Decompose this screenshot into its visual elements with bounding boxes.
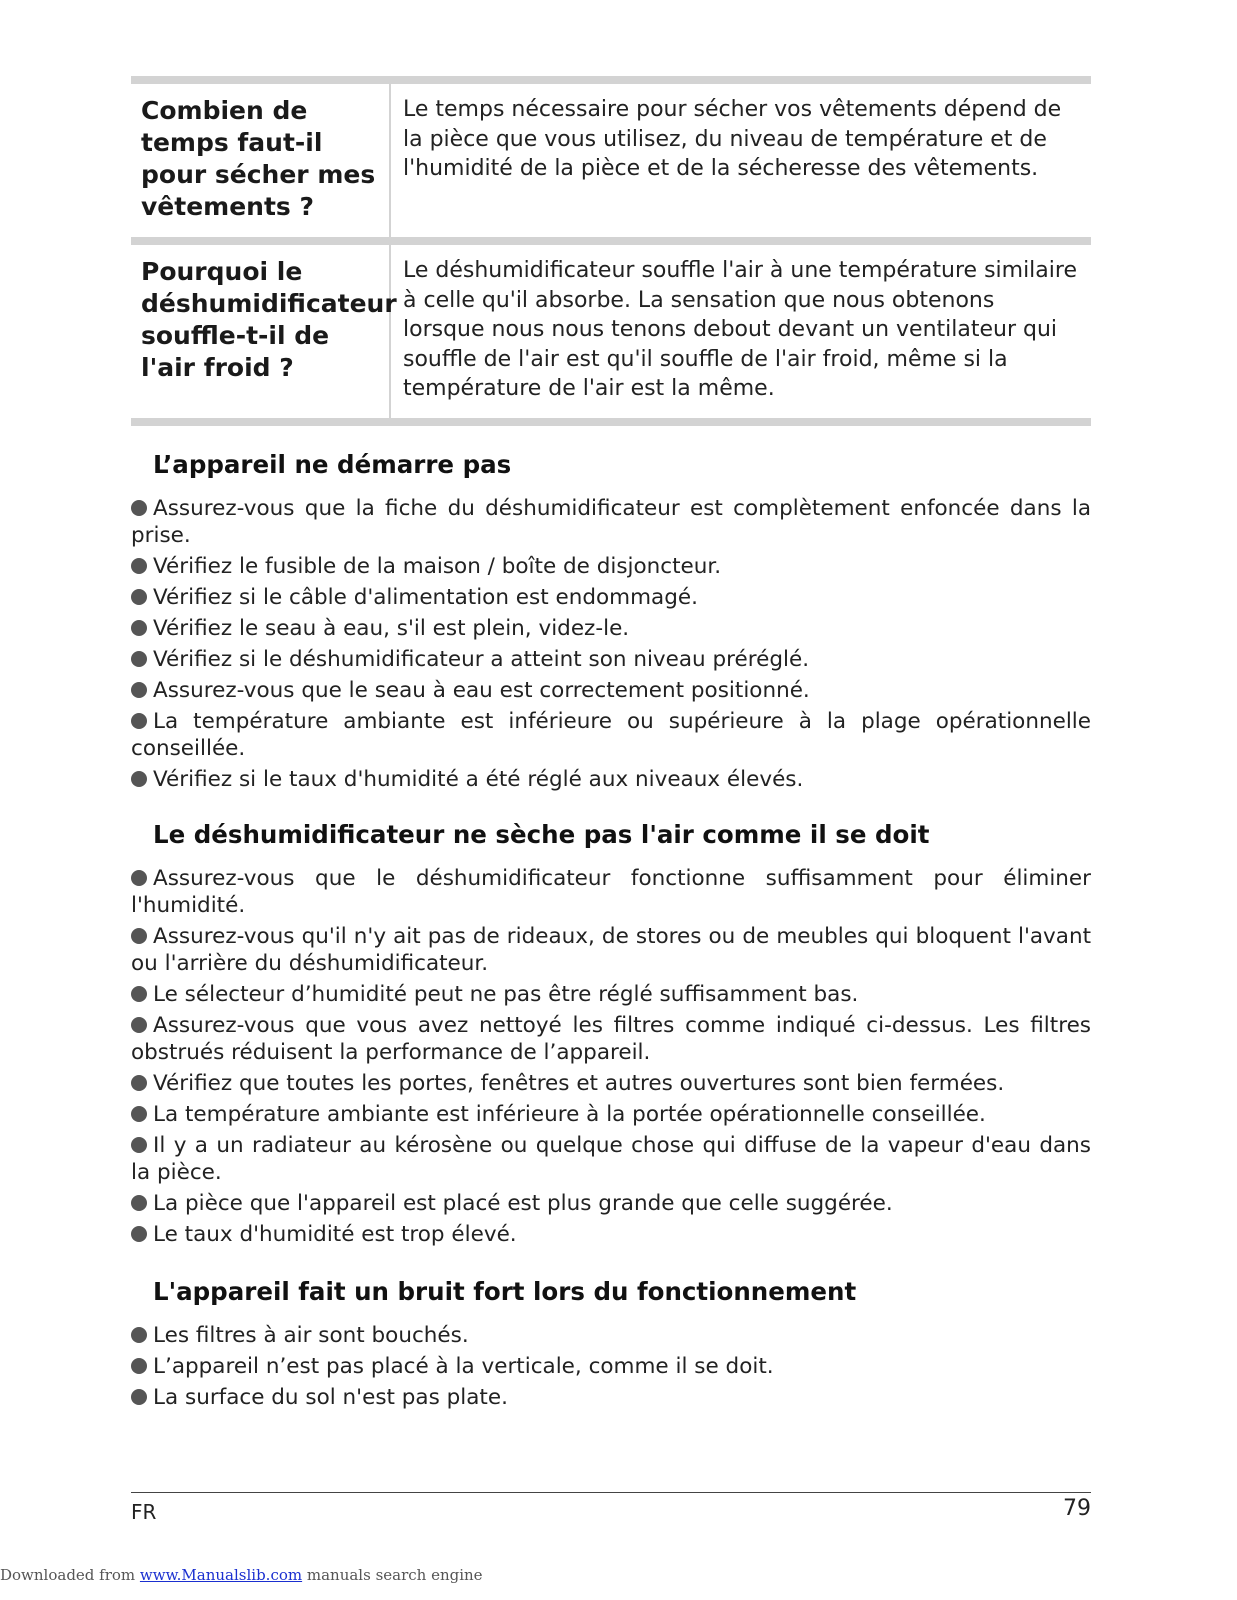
bullet-icon <box>131 1017 147 1033</box>
faq-row <box>131 76 1091 237</box>
footer-language: FR <box>131 1500 157 1524</box>
list-item: Vérifiez le fusible de la maison / boîte de disjoncteur. <box>131 553 1091 580</box>
page-number: 79 <box>1063 1496 1091 1521</box>
list-item: Le sélecteur d’humidité peut ne pas être réglé suffisamment bas. <box>131 981 1091 1008</box>
bullet-icon <box>131 713 147 729</box>
bullet-icon <box>131 1075 147 1091</box>
list-item: Vérifiez que toutes les portes, fenêtres et autres ouvertures sont bien fermées. <box>131 1070 1091 1097</box>
section-title: L'appareil fait un bruit fort lors du fonctionnement <box>153 1277 857 1306</box>
bullet-icon <box>131 1106 147 1122</box>
bullet-icon <box>131 1389 147 1405</box>
list-item: Les filtres à air sont bouchés. <box>131 1322 1091 1349</box>
bullet-icon <box>131 620 147 636</box>
list-item: L’appareil n’est pas placé à la verticale, comme il se doit. <box>131 1353 1091 1380</box>
bullet-icon <box>131 986 147 1002</box>
bullet-icon <box>131 589 147 605</box>
list-item: Assurez-vous que la fiche du déshumidificateur est complètement enfoncée dans la prise. <box>131 496 1091 548</box>
list-item: La température ambiante est inférieure à la portée opérationnelle conseillée. <box>131 1101 1091 1128</box>
faq-question: Pourquoi le déshumidificateur souffle-t-il de l'air froid ? <box>131 245 391 418</box>
bullet-icon <box>131 928 147 944</box>
bullet-icon <box>131 1195 147 1211</box>
list-item: La pièce que l'appareil est placé est plus grande que celle suggérée. <box>131 1190 1091 1217</box>
footer-divider <box>131 1492 1091 1493</box>
section-title: Le déshumidificateur ne sèche pas l'air comme il se doit <box>153 820 930 849</box>
bullet-icon <box>131 1226 147 1242</box>
list-item: Le taux d'humidité est trop élevé. <box>131 1221 1091 1248</box>
watermark-prefix: Downloaded from <box>0 1566 140 1584</box>
list-item: Vérifiez si le câble d'alimentation est endommagé. <box>131 584 1091 611</box>
bullet-icon <box>131 1358 147 1374</box>
bullet-icon <box>131 651 147 667</box>
faq-row <box>131 237 1091 426</box>
list-item: Vérifiez le seau à eau, s'il est plein, videz-le. <box>131 615 1091 642</box>
bullet-list <box>131 1322 1091 1411</box>
section-not-drying <box>131 819 1091 1252</box>
list-item: Assurez-vous que le déshumidificateur fonctionne suffisamment pour éliminer l'humidité. <box>131 866 1091 918</box>
bullet-list <box>131 865 1091 1248</box>
list-item: Vérifiez si le déshumidificateur a atteint son niveau préréglé. <box>131 646 1091 673</box>
manualslib-link[interactable]: www.Manualslib.com <box>139 1566 303 1584</box>
list-item: Il y a un radiateur au kérosène ou quelque chose qui diffuse de la vapeur d'eau dans la pièce. <box>131 1133 1091 1185</box>
section-no-start <box>131 449 1091 797</box>
faq-question: Combien de temps faut-il pour sécher mes vêtements ? <box>131 84 391 237</box>
faq-answer: Le déshumidificateur souffle l'air à une température similaire à celle qu'il absorbe. La sensation que nous obtenons lorsque nous nous tenons debout devant un ventilateur qui souffle de l'air est qu'il souffle de l'air froid, même si la température de l'air est la même. <box>403 258 1077 401</box>
list-item: La surface du sol n'est pas plate. <box>131 1384 1091 1411</box>
section-loud-noise <box>131 1276 1091 1415</box>
bullet-icon <box>131 870 147 886</box>
faq-table <box>131 76 1091 426</box>
download-watermark <box>0 1566 483 1584</box>
bullet-icon <box>131 1137 147 1153</box>
bullet-icon <box>131 1327 147 1343</box>
list-item: La température ambiante est inférieure ou supérieure à la plage opérationnelle conseillée. <box>131 709 1091 761</box>
faq-answer: Le temps nécessaire pour sécher vos vêtements dépend de la pièce que vous utilisez, du niveau de température et de l'humidité de la pièce et de la sécheresse des vêtements. <box>403 97 1062 181</box>
bullet-list <box>131 495 1091 793</box>
bullet-icon <box>131 682 147 698</box>
list-item: Vérifiez si le taux d'humidité a été réglé aux niveaux élevés. <box>131 766 1091 793</box>
section-title: L’appareil ne démarre pas <box>153 450 512 479</box>
list-item: Assurez-vous qu'il n'y ait pas de rideaux, de stores ou de meubles qui bloquent l'avant ou l'arrière du déshumidificateur. <box>131 924 1091 976</box>
list-item: Assurez-vous que le seau à eau est correctement positionné. <box>131 677 1091 704</box>
bullet-icon <box>131 558 147 574</box>
bullet-icon <box>131 500 147 516</box>
bullet-icon <box>131 771 147 787</box>
list-item: Assurez-vous que vous avez nettoyé les filtres comme indiqué ci-dessus. Les filtres obstrués réduisent la performance de l’appareil. <box>131 1013 1091 1065</box>
watermark-suffix: manuals search engine <box>302 1566 483 1584</box>
